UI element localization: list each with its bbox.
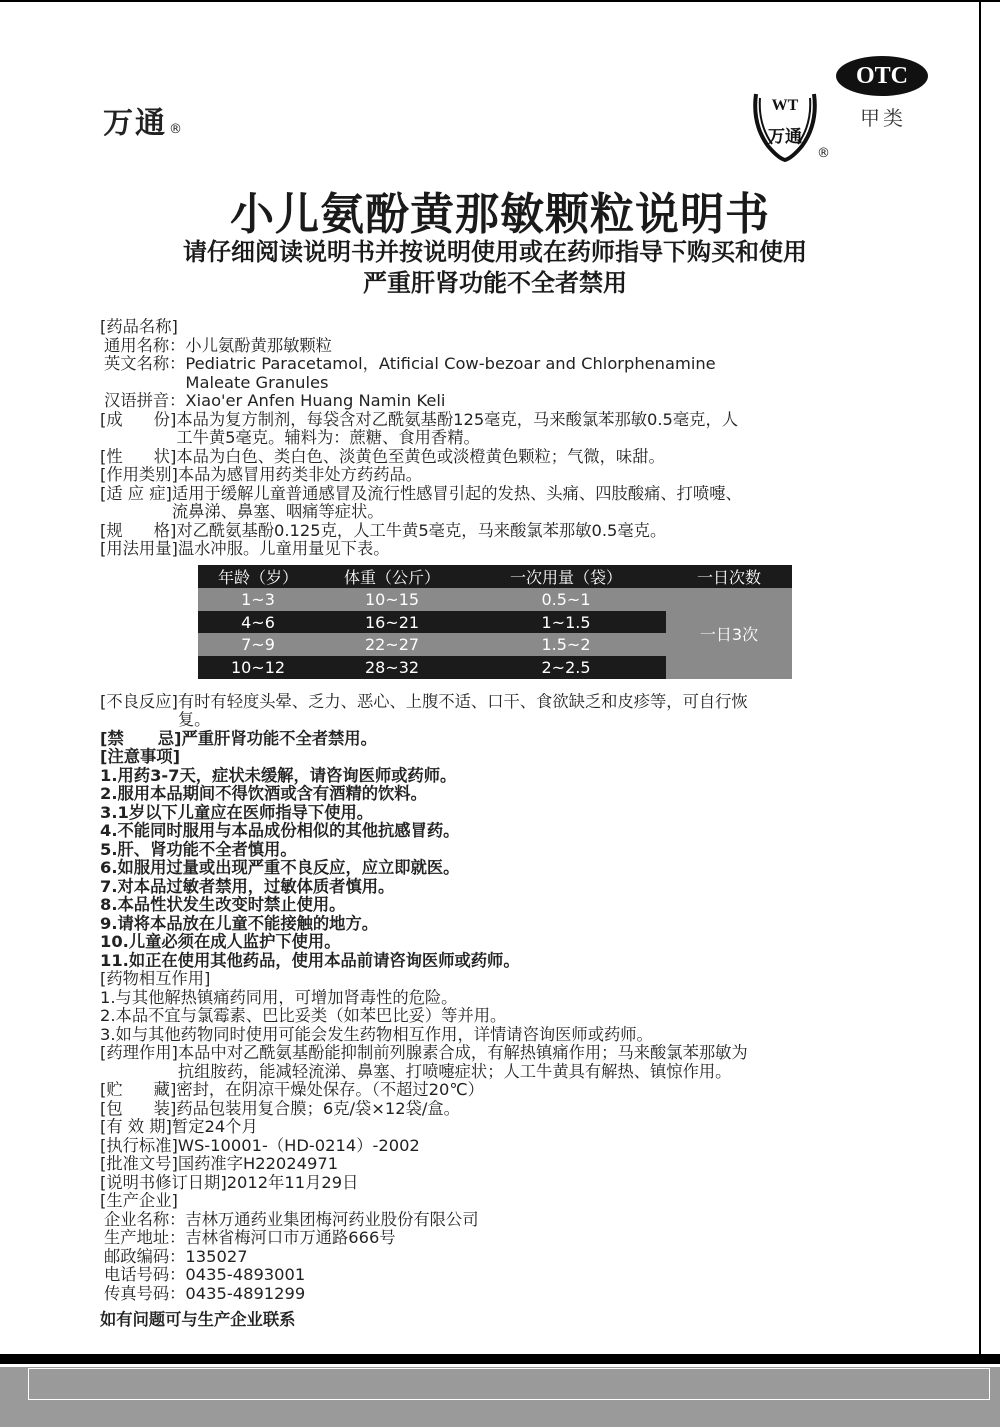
usage-warning: 请仔细阅读说明书并按说明使用或在药师指导下购买和使用 [183, 238, 807, 266]
storage-text: 密封，在阴凉干燥处保存。（不超过20℃） [176, 1080, 484, 1099]
pharmacology-label: [药理作用] [100, 1043, 178, 1062]
package-text: 药品包装用复合膜；6克/袋×12袋/盒。 [176, 1098, 460, 1118]
validity-text: 暂定24个月 [171, 1117, 258, 1136]
company-name-label: 企业名称： [104, 1209, 186, 1229]
table-header-row [198, 565, 792, 588]
table-cell: 1~3 [198, 588, 318, 611]
table-cell: 2~2.5 [466, 656, 666, 679]
fax-label: 传真号码： [104, 1283, 186, 1303]
pinyin-name: Xiao'er Anfen Huang Namin Keli [185, 391, 446, 410]
table-cell: 7~9 [198, 633, 318, 656]
generic-name-label: 通用名称： [104, 335, 186, 355]
list-item: 3.1岁以下儿童应在医师指导下使用。 [100, 802, 374, 822]
dosage-table [198, 565, 792, 679]
address-label: 生产地址： [104, 1228, 186, 1247]
svg-text:WT: WT [771, 97, 799, 114]
leaflet-body [100, 318, 910, 1330]
package-label: [包 装] [100, 1098, 177, 1118]
interactions-heading: [药物相互作用] [100, 969, 211, 988]
table-cell: 0.5~1 [466, 588, 666, 611]
list-item: 2.服用本品期间不得饮酒或含有酒精的饮料。 [100, 784, 427, 803]
pinyin-label: 汉语拼音： [104, 391, 186, 410]
ingredients-text: 本品为复方制剂，每袋含对乙酰氨基酚125毫克，马来酸氯苯那敏0.5毫克，人 [176, 409, 739, 429]
list-item: 6.如服用过量或出现严重不良反应，应立即就医。 [100, 858, 460, 877]
table-cell: 1.5~2 [466, 633, 666, 656]
table-cell: 10~12 [198, 656, 318, 679]
contraindications-label: [禁 忌] [100, 728, 182, 748]
specification-label: [规 格] [100, 520, 177, 540]
logo-registered-mark: ® [817, 146, 830, 161]
column-header: 一日次数 [666, 565, 792, 588]
standard-text: WS-10001-（HD-0214）-2002 [177, 1135, 420, 1155]
table-cell: 4~6 [198, 611, 318, 634]
table-cell: 1~1.5 [466, 611, 666, 634]
english-name: Pediatric Paracetamol，Atificial Cow-bezoar and Chlorphenamine [185, 354, 716, 373]
properties-text: 本品为白色、类白色、淡黄色至黄色或淡橙黄色颗粒；气微，味甜。 [176, 446, 665, 466]
usage-label: [用法用量] [100, 539, 178, 558]
list-item: 3.如与其他药物同时使用可能会发生药物相互作用，详情请咨询医师或药师。 [100, 1024, 653, 1044]
indications-label: [适 应 症] [100, 483, 172, 503]
document-title: 小儿氨酚黄那敏颗粒说明书 [230, 189, 770, 240]
contraindication-warning: 严重肝肾功能不全者禁用 [363, 269, 627, 297]
pharmacology-text: 本品中对乙酰氨基酚能抑制前列腺素合成，有解热镇痛作用；马来酸氯苯那敏为 [177, 1043, 748, 1062]
revision-label: [说明书修订日期] [100, 1172, 227, 1192]
standard-label: [执行标准] [100, 1135, 178, 1155]
bottom-band-frame [28, 1368, 990, 1400]
phone-label: 电话号码： [104, 1265, 186, 1284]
table-cell: 22~27 [318, 633, 466, 656]
table-cell: 16~21 [318, 611, 466, 634]
postcode-label: 邮政编码： [104, 1246, 186, 1266]
category-text: 本品为感冒用药类非处方药药品。 [177, 465, 423, 484]
table-cell: 10~15 [318, 588, 466, 611]
postcode: 135027 [185, 1246, 248, 1266]
list-item: 5.肝、肾功能不全者慎用。 [100, 839, 297, 859]
validity-label: [有 效 期] [100, 1117, 172, 1136]
approval-label: [批准文号] [100, 1154, 178, 1173]
generic-name: 小儿氨酚黄那敏颗粒 [185, 335, 332, 355]
pharmacology-text-cont: 抗组胺药，能减轻流涕、鼻塞、打喷嚏症状；人工牛黄具有解热、镇惊作用。 [177, 1061, 732, 1081]
company-name: 吉林万通药业集团梅河药业股份有限公司 [185, 1209, 479, 1229]
column-header: 体重（公斤） [318, 565, 466, 588]
english-name-label: 英文名称： [104, 354, 186, 373]
list-item: 9.请将本品放在儿童不能接触的地方。 [100, 913, 379, 933]
svg-text:万通: 万通 [768, 127, 802, 147]
top-border [0, 0, 1000, 2]
ingredients-label: [成 份] [100, 409, 177, 429]
manufacturer-heading: [生产企业] [100, 1191, 178, 1210]
otc-class: 甲类 [860, 106, 906, 130]
precautions-list [100, 767, 910, 971]
usage-text: 温水冲服。儿童用量见下表。 [177, 539, 390, 558]
storage-label: [贮 藏] [100, 1080, 177, 1099]
list-item: 1.与其他解热镇痛药同用，可增加肾毒性的危险。 [100, 987, 458, 1007]
company-address: 吉林省梅河口市万通路666号 [185, 1228, 396, 1247]
frequency-cell: 一日3次 [666, 588, 792, 679]
properties-label: [性 状] [100, 446, 177, 466]
drug-name-heading: [药品名称] [100, 317, 178, 336]
list-item: 4.不能同时服用与本品成份相似的其他抗感冒药。 [100, 821, 460, 840]
phone-number: 0435-4893001 [185, 1265, 306, 1284]
table-cell: 28~32 [318, 656, 466, 679]
list-item: 1.用药3-7天，症状未缓解，请咨询医师或药师。 [100, 765, 457, 785]
adverse-label: [不良反应] [100, 691, 178, 711]
contraindications-text: 严重肝肾功能不全者禁用。 [181, 728, 377, 748]
brand-logo: 万通 ® [103, 106, 184, 141]
list-item: 10.儿童必须在成人监护下使用。 [100, 932, 341, 951]
indications-text: 适用于缓解儿童普通感冒及流行性感冒引起的发热、头痛、四肢酸痛、打喷嚏、 [171, 483, 742, 503]
contact-note: 如有问题可与生产企业联系 [100, 1310, 296, 1329]
specification-text: 对乙酰氨基酚0.125克，人工牛黄5毫克，马来酸氯苯那敏0.5毫克。 [176, 520, 667, 540]
list-item: 7.对本品过敏者禁用，过敏体质者慎用。 [100, 876, 395, 896]
bottom-rule [0, 1354, 1000, 1364]
otc-badge: OTC [836, 56, 928, 96]
fax-number: 0435-4891299 [185, 1283, 306, 1303]
precautions-heading: [注意事项] [100, 747, 181, 766]
adverse-text-cont: 复。 [177, 710, 211, 729]
revision-text: 2012年11月29日 [226, 1172, 359, 1192]
list-item: 8.本品性状发生改变时禁止使用。 [100, 895, 346, 914]
english-name-cont: Maleate Granules [185, 372, 329, 392]
table-row [198, 588, 792, 611]
column-header: 一次用量（袋） [466, 565, 666, 588]
list-item: 2.本品不宜与氯霉素、巴比妥类（如苯巴比妥）等并用。 [100, 1006, 507, 1025]
adverse-text: 有时有轻度头晕、乏力、恶心、上腹不适、口干、食欲缺乏和皮疹等，可自行恢 [177, 691, 748, 711]
wt-emblem-icon [748, 84, 822, 162]
category-label: [作用类别] [100, 465, 178, 484]
approval-text: 国药准字H22024971 [177, 1154, 339, 1173]
column-header: 年龄（岁） [198, 565, 318, 588]
list-item: 11.如正在使用其他药品，使用本品前请咨询医师或药师。 [100, 950, 520, 970]
indications-text-cont: 流鼻涕、鼻塞、咽痛等症状。 [171, 502, 384, 521]
ingredients-text-cont: 工牛黄5毫克。辅料为：蔗糖、食用香精。 [176, 428, 480, 447]
